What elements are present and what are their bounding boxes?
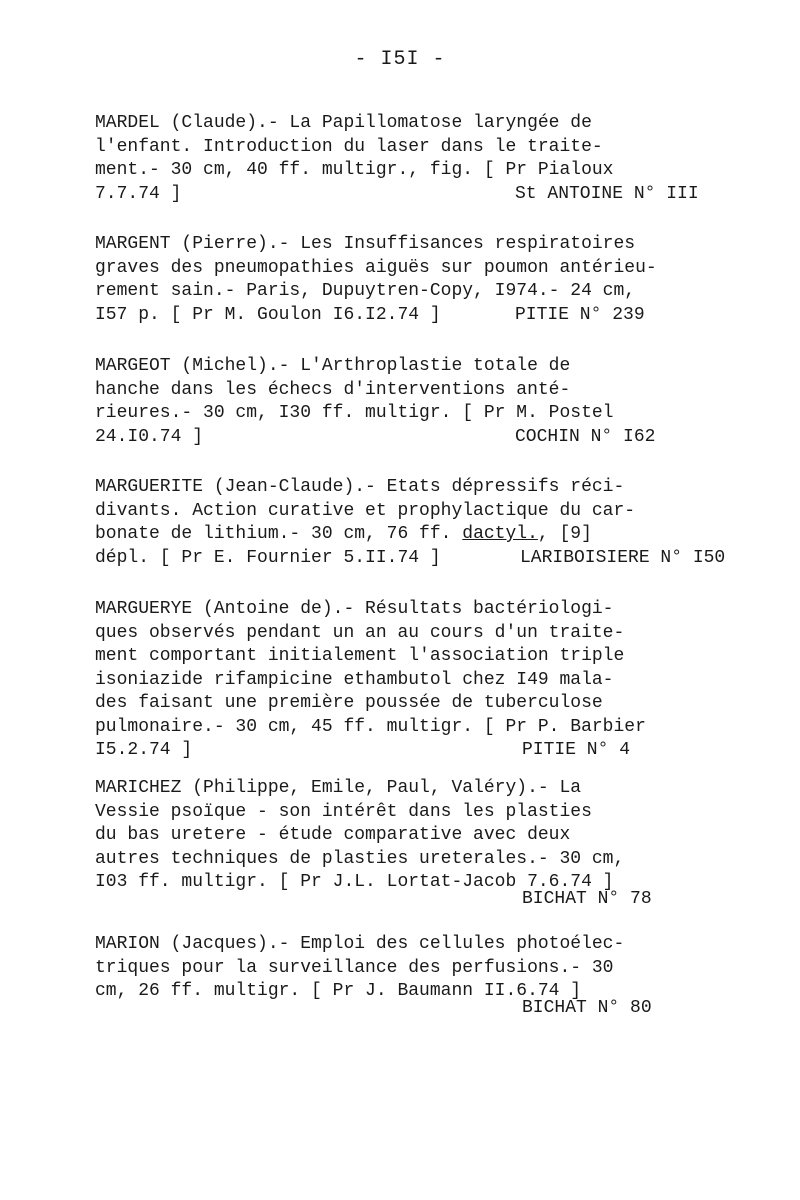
catalog-entry (95, 476, 726, 570)
entry-line: I5.2.74 ] (95, 740, 193, 760)
entry-line: l'enfant. Introduction du laser dans le traite- (95, 136, 603, 157)
entry-line: 7.7.74 ] (95, 183, 182, 204)
entry-line: rement sain.- Paris, Dupuytren-Copy, I974.- 24 cm, (95, 281, 636, 301)
entry-line: cm, 26 ff. multigr. [ Pr J. Baumann II.6.74 ] (95, 981, 582, 1001)
entry-line: dépl. [ Pr E. Fournier 5.II.74 ] (95, 547, 441, 568)
library-location: BICHAT N° 78 (522, 889, 652, 909)
entry-line: des faisant une première poussée de tuberculose (95, 693, 603, 713)
entry-line: pulmonaire.- 30 cm, 45 ff. multigr. [ Pr P. Barbier (95, 716, 646, 737)
entry-line: MARGUERITE (Jean-Claude).- Etats dépressifs réci- (95, 477, 625, 497)
catalog-entry (95, 112, 705, 206)
entry-line: I57 p. [ Pr M. Goulon I6.I2.74 ] (95, 304, 441, 325)
library-location: St ANTOINE N° III (515, 183, 699, 204)
catalog-entry (95, 933, 705, 1018)
entry-line (95, 523, 705, 547)
entry-line: triques pour la surveillance des perfusions.- 30 (95, 957, 614, 978)
underlined-term: dactyl. (462, 524, 538, 544)
entry-line: ques observés pendant un an au cours d'un traite- (95, 622, 625, 643)
entry-line: I03 ff. multigr. [ Pr J.L. Lortat-Jacob 7.6.74 ] (95, 872, 614, 892)
catalog-entry (95, 233, 705, 327)
library-location: COCHIN N° I62 (515, 426, 656, 447)
entry-line-text: bonate de lithium.- 30 cm, 76 ff. (95, 524, 452, 544)
entry-line: hanche dans les échecs d'interventions anté- (95, 379, 571, 400)
library-location: PITIE N° 4 (522, 740, 631, 760)
catalog-entry (95, 355, 705, 449)
library-location: LARIBOISIERE N° I50 (520, 547, 726, 568)
page-number: - I5I - (354, 48, 446, 71)
entry-line: MARGUERYE (Antoine de).- Résultats bactériologi- (95, 599, 614, 619)
entry-line: ment.- 30 cm, 40 ff. multigr., fig. [ Pr Pialoux (95, 160, 614, 180)
entry-line: Vessie psoïque - son intérêt dans les plasties (95, 801, 592, 822)
entry-line: MARION (Jacques).- Emploi des cellules photoélec- (95, 934, 625, 954)
entry-line: MARICHEZ (Philippe, Emile, Paul, Valéry).- La (95, 778, 582, 798)
entry-line: du bas uretere - étude comparative avec deux (95, 825, 571, 845)
entry-line: isoniazide rifampicine ethambutol chez I49 mala- (95, 669, 614, 690)
entry-line: rieures.- 30 cm, I30 ff. multigr. [ Pr M. Postel (95, 403, 614, 423)
entry-line: graves des pneumopathies aiguës sur poumon antérieu- (95, 257, 657, 278)
entry-line: 24.I0.74 ] (95, 426, 204, 447)
entry-line: autres techniques de plasties ureterales.- 30 cm, (95, 848, 625, 869)
entry-line: MARGENT (Pierre).- Les Insuffisances respiratoires (95, 234, 636, 254)
entry-line: MARDEL (Claude).- La Papillomatose laryngée de (95, 113, 592, 133)
catalog-entry (95, 598, 705, 763)
entry-line-text: , [9] (537, 524, 592, 544)
library-location: PITIE N° 239 (515, 304, 645, 325)
catalog-entry (95, 777, 705, 909)
library-location: BICHAT N° 80 (522, 998, 652, 1018)
entry-line: ment comportant initialement l'association triple (95, 646, 625, 666)
entry-line: divants. Action curative et prophylactique du car- (95, 500, 636, 521)
entry-line: MARGEOT (Michel).- L'Arthroplastie totale de (95, 356, 571, 376)
